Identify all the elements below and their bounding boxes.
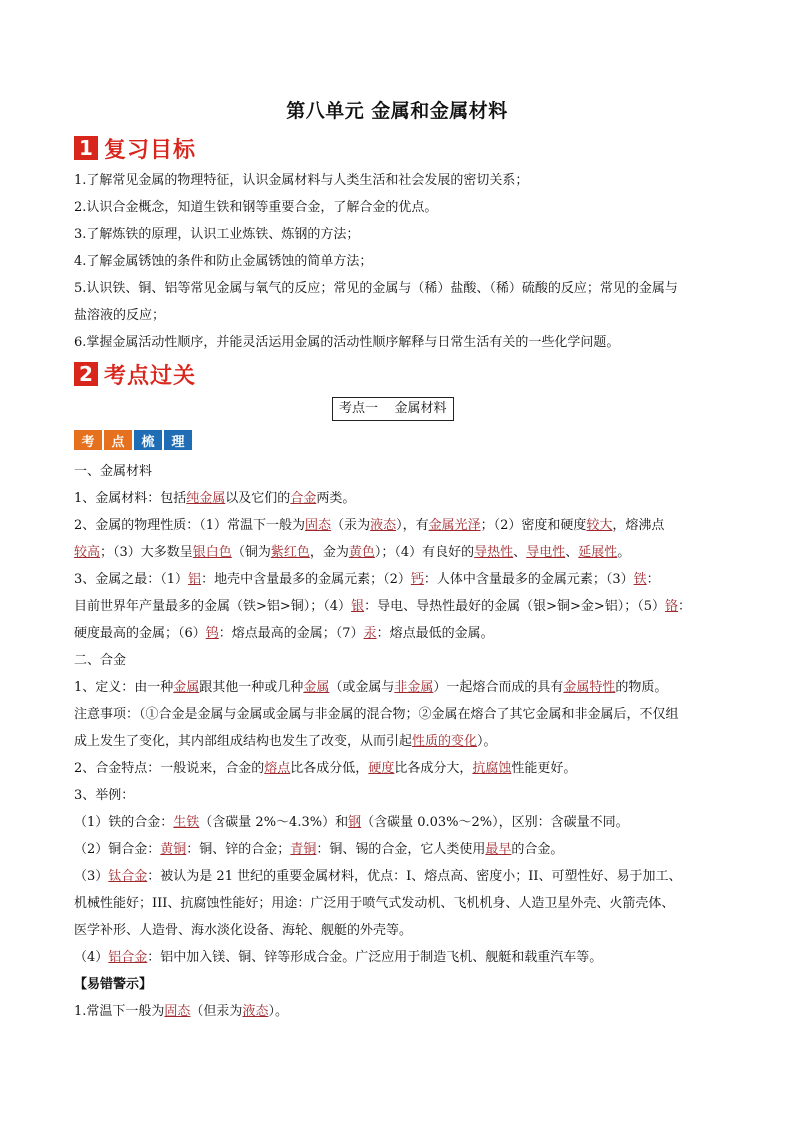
body-line: 3、金属之最：（1）铝：地壳中含量最多的金属元素；（2）钙：人体中含量最多的金属元素；（3）铁： [74,572,660,587]
heading-error-warning: 【易错警示】 [74,977,153,992]
body-line: （1）铁的合金：生铁（含碳量 2%～4.3%）和钢（含碳量 0.03%～2%），区别：含碳量不同。 [74,815,629,830]
body-line: 成上发生了变化，其内部组成结构也发生了改变，从而引起性质的变化）。 [74,734,497,749]
goal-line: 3.了解炼铁的原理，认识工业炼铁、炼钢的方法； [74,227,360,242]
kaodian-title-box: 考点一 金属材料 [332,397,454,421]
body-line: 2、金属的物理性质：（1）常温下一般为固态（汞为液态），有金属光泽；（2）密度和硬度较大，熔沸点 [74,518,665,533]
goal-line: 5.认识铁、铜、铝等常见金属与氧气的反应；常见的金属与（稀）盐酸、（稀）硫酸的反应；常见的金属与 [74,281,678,296]
body-line: 1、金属材料：包括纯金属以及它们的合金两类。 [74,491,356,506]
body-line: （3）钛合金：被认为是 21 世纪的重要金属材料，优点：I、熔点高、密度小；II、可塑性好、易于加工、 [74,869,682,884]
body-line: 注意事项：（①合金是金属与金属或金属与非金属的混合物；②金属在熔合了其它金属和非金属后，不仅组 [74,707,679,722]
kaodian-tag-strip [74,430,192,450]
section-header-kaodian [74,360,196,388]
goal-line: 盐溶液的反应； [74,308,166,323]
tag-char: 梳 [134,430,162,450]
section-header-review-goals [74,134,196,162]
goal-line: 6.掌握金属活动性顺序，并能灵活运用金属的活动性顺序解释与日常生活有关的一些化学问题。 [74,335,620,350]
body-line: 1.常温下一般为固态（但汞为液态）。 [74,1004,288,1019]
body-line: 3、举例： [74,788,135,803]
body-line: 目前世界年产量最多的金属（铁>铝>铜）；（4）银：导电、导热性最好的金属（银>铜>金>铝）；（5）铬： [74,599,692,614]
body-line: 1、定义：由一种金属跟其他一种或几种金属（或金属与非金属）一起熔合而成的具有金属特性的物质。 [74,680,668,695]
goal-line: 2.认识合金概念，知道生铁和钢等重要合金，了解合金的优点。 [74,200,438,215]
goal-line: 1.了解常见金属的物理特征，认识金属材料与人类生活和社会发展的密切关系； [74,173,529,188]
body-line: 硬度最高的金属；（6）钨：熔点最高的金属；（7）汞：熔点最低的金属。 [74,626,494,641]
page-title: 第八单元 金属和金属材料 [286,100,508,122]
section-number-badge: 2 [74,362,98,386]
body-line: （4）铝合金：铝中加入镁、铜、锌等形成合金。广泛应用于制造飞机、舰艇和载重汽车等。 [74,950,603,965]
body-line: 机械性能好；III、抗腐蚀性能好；用途：广泛用于喷气式发动机、飞机机身、人造卫星外壳、火箭壳体、 [74,896,675,911]
body-line: 医学补形、人造骨、海水淡化设备、海轮、舰艇的外壳等。 [74,923,413,938]
section-label: 考点过关 [104,363,197,389]
section-number-badge: 1 [74,136,98,160]
section-label: 复习目标 [104,137,197,163]
heading-metal-materials: 一、金属材料 [74,464,153,479]
body-line: 2、合金特点：一般说来，合金的熔点比各成分低，硬度比各成分大，抗腐蚀性能更好。 [74,761,577,776]
body-line: 较高；（3）大多数呈银白色（铜为紫红色，金为黄色）；（4）有良好的导热性、导电性、延展性。 [74,545,631,560]
body-line: （2）铜合金：黄铜：铜、锌的合金；青铜：铜、锡的合金，它人类使用最早的合金。 [74,842,564,857]
heading-alloys: 二、合金 [74,653,127,668]
tag-char: 考 [74,430,102,450]
goal-line: 4.了解金属锈蚀的条件和防止金属锈蚀的简单方法； [74,254,373,269]
tag-char: 点 [104,430,132,450]
tag-char: 理 [164,430,192,450]
